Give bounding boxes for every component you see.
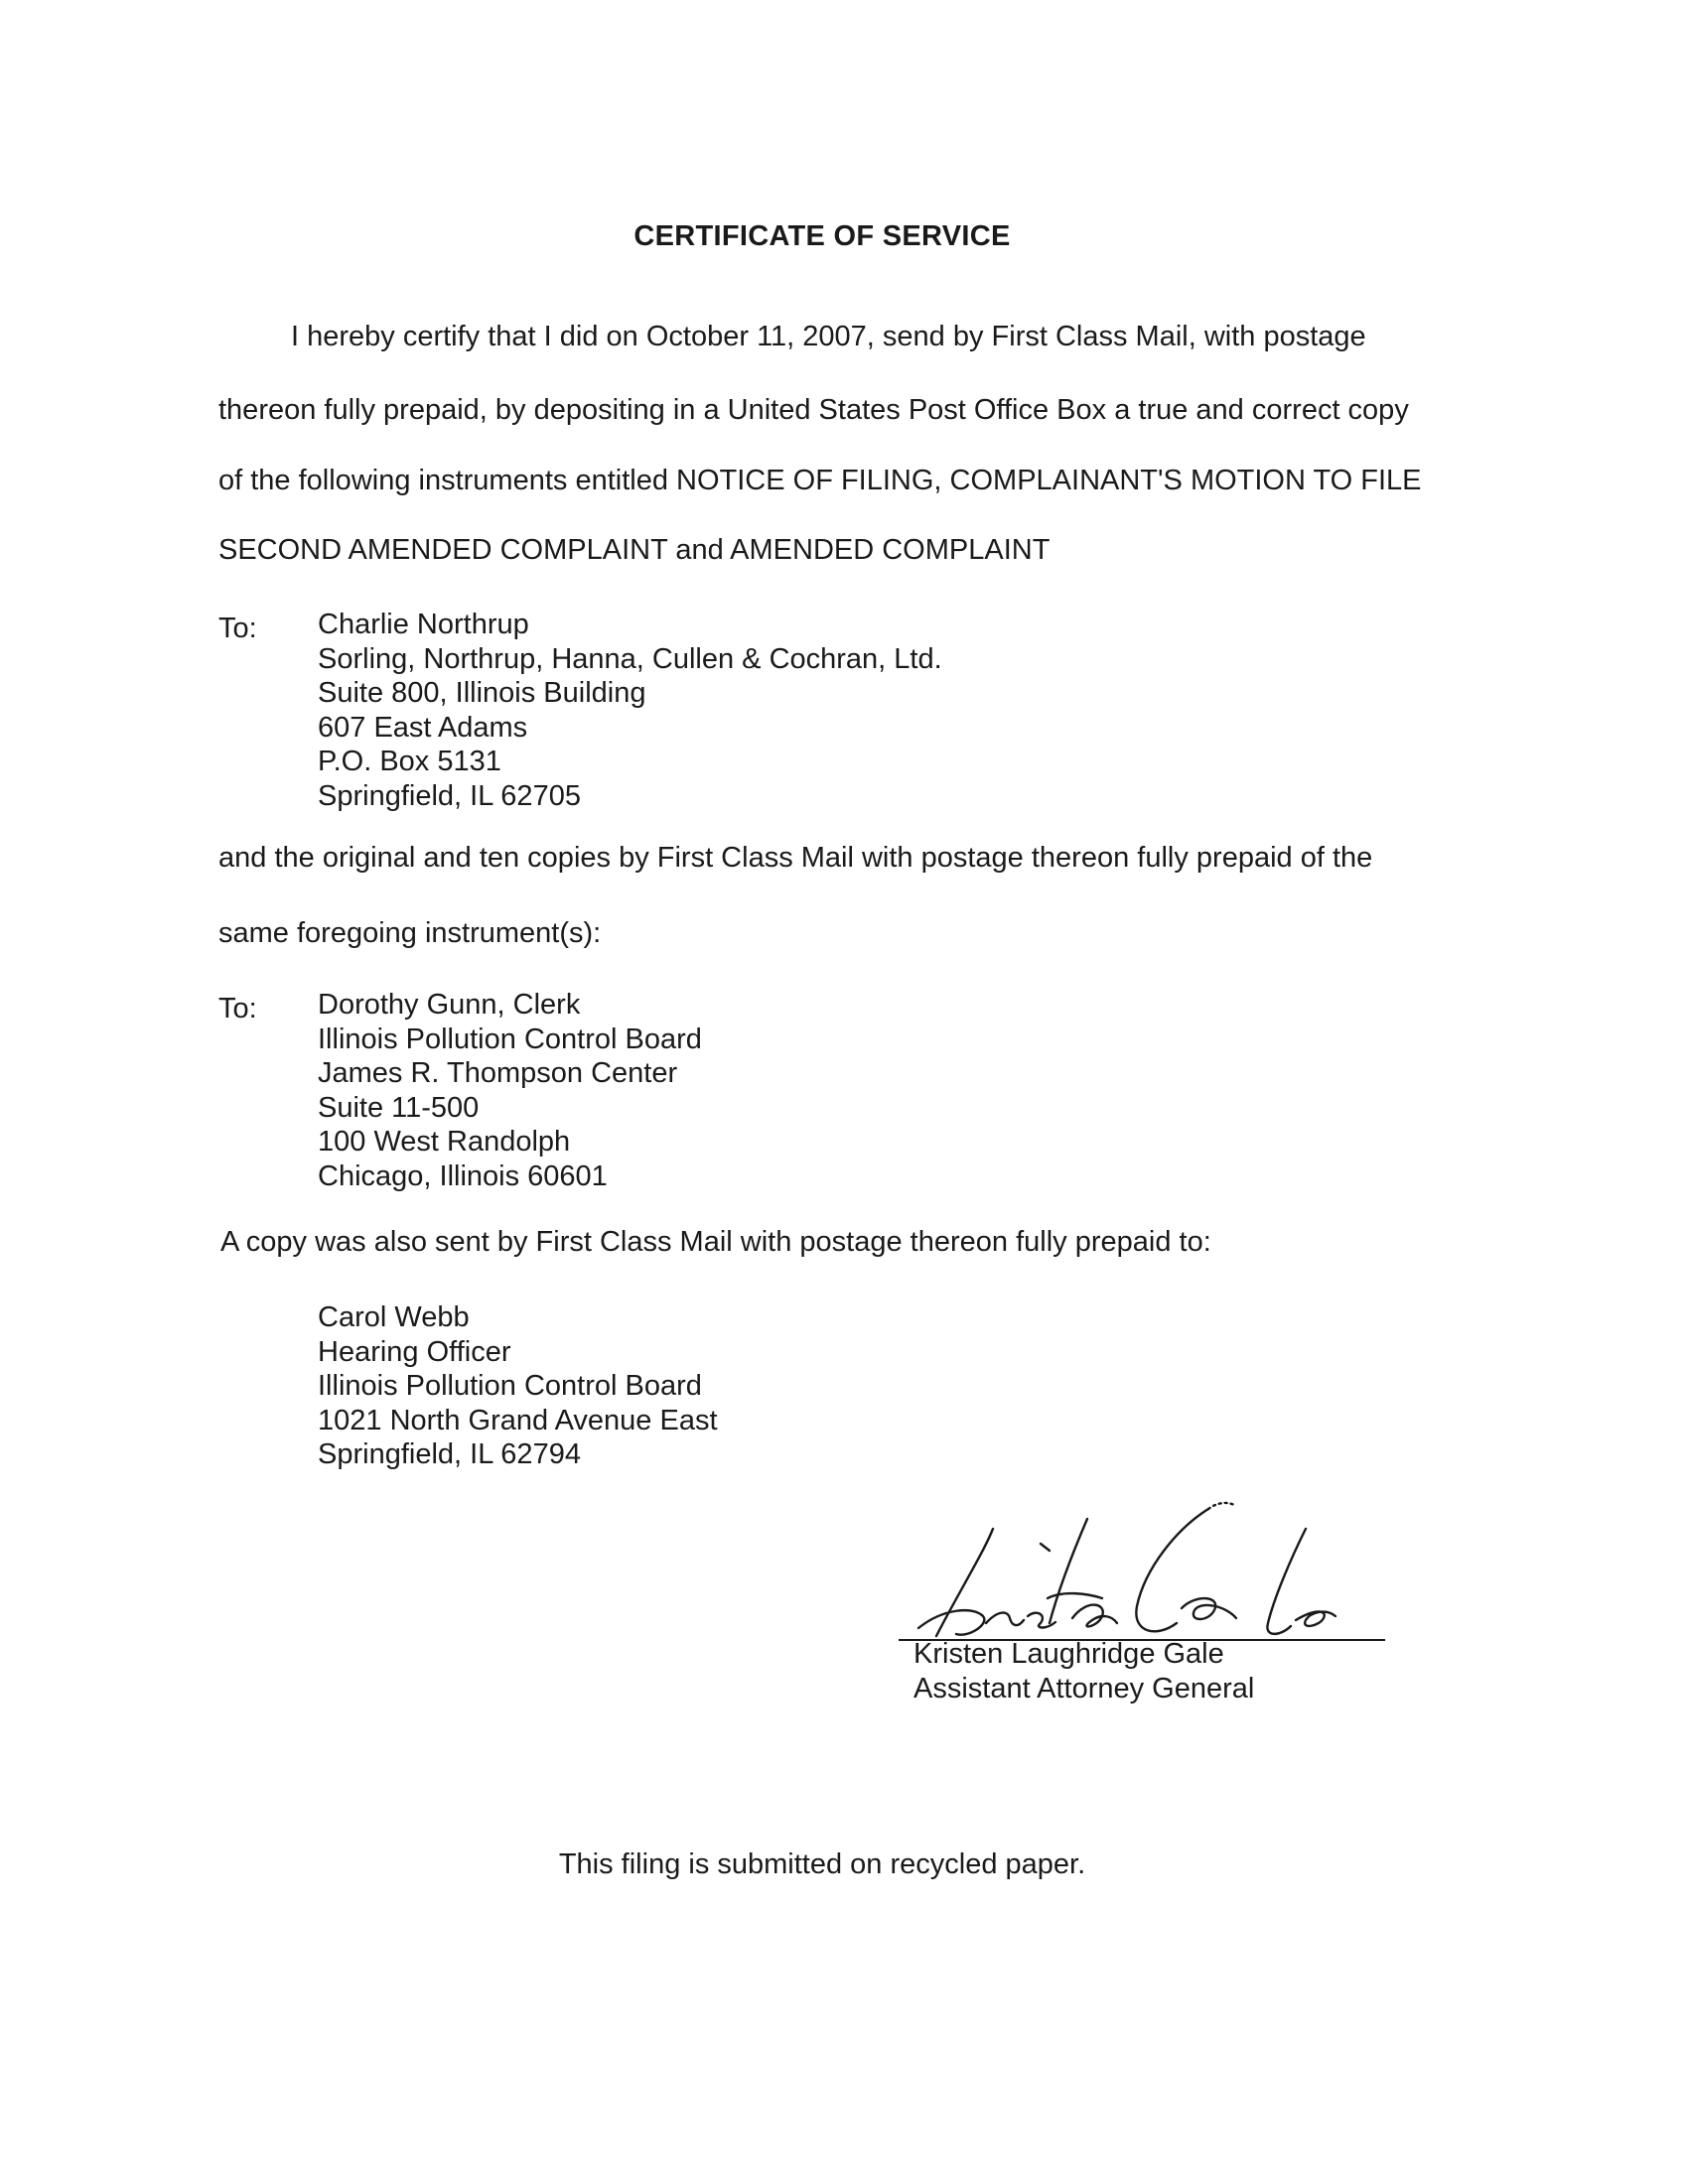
address-line: Illinois Pollution Control Board [318,1370,702,1402]
address-line: 1021 North Grand Avenue East [318,1404,718,1436]
paragraph-3: A copy was also sent by First Class Mail with postage thereon fully prepaid to: [220,1226,1211,1258]
address-line: Hearing Officer [318,1335,511,1368]
address-line: Carol Webb [318,1301,470,1333]
paragraph-1-line-1: I hereby certify that I did on October 11, 2007, send by First Class Mail, with postage [291,321,1366,352]
to-label: To: [218,993,257,1024]
address-line: Chicago, Illinois 60601 [318,1160,608,1192]
handwritten-signature [899,1499,1395,1648]
signer-name: Kristen Laughridge Gale [913,1638,1224,1670]
paragraph-1-line-4: SECOND AMENDED COMPLAINT and AMENDED COMPLAINT [218,534,1051,566]
address-line: 607 East Adams [318,711,528,744]
address-line: James R. Thompson Center [318,1057,678,1089]
address-line: Springfield, IL 62705 [318,779,581,812]
address-line: Dorothy Gunn, Clerk [318,989,581,1021]
document-title: CERTIFICATE OF SERVICE [633,220,1011,252]
paragraph-2-line-1: and the original and ten copies by First Class Mail with postage thereon fully prepaid of the [218,842,1373,874]
address-line: P.O. Box 5131 [318,746,501,777]
address-line: Illinois Pollution Control Board [318,1023,702,1055]
address-line: Sorling, Northrup, Hanna, Cullen & Cochran, Ltd. [318,642,942,675]
address-line: Suite 11-500 [318,1091,480,1124]
address-line: Springfield, IL 62794 [318,1438,581,1470]
address-line: 100 West Randolph [318,1126,571,1158]
paragraph-1-line-2: thereon fully prepaid, by depositing in a United States Post Office Box a true and correct copy [218,394,1409,426]
to-label: To: [218,613,257,644]
signer-title: Assistant Attorney General [913,1673,1255,1705]
address-line: Suite 800, Illinois Building [318,677,646,709]
recycled-paper-note: This filing is submitted on recycled paper. [558,1848,1086,1880]
paragraph-1-line-3: of the following instruments entitled NOTICE OF FILING, COMPLAINANT'S MOTION TO FILE [218,465,1422,496]
address-line: Charlie Northrup [318,609,529,640]
paragraph-2-line-2: same foregoing instrument(s): [218,917,602,949]
